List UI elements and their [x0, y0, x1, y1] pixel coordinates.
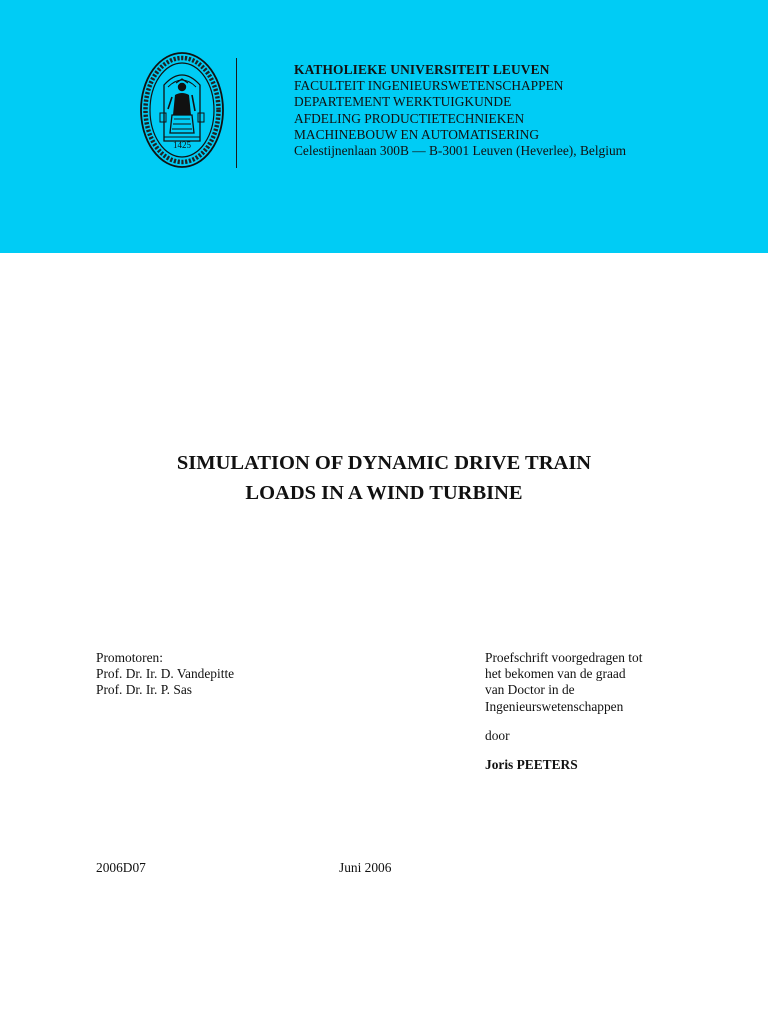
promotors-block — [96, 650, 234, 699]
department-name: DEPARTEMENT WERKTUIGKUNDE — [294, 94, 512, 110]
thesis-statement-line: Proefschrift voorgedragen tot — [485, 650, 643, 665]
university-seal-icon — [136, 49, 228, 171]
postal-address: Celestijnenlaan 300B — B-3001 Leuven (Heverlee), Belgium — [294, 143, 627, 159]
promotor-name: Prof. Dr. Ir. P. Sas — [96, 682, 192, 698]
thesis-statement-line: het bekomen van de graad — [485, 666, 626, 682]
publication-date: Juni 2006 — [339, 860, 392, 875]
university-name: KATHOLIEKE UNIVERSITEIT LEUVEN — [294, 62, 550, 77]
seal-divider — [236, 58, 237, 168]
title-line-1: SIMULATION OF DYNAMIC DRIVE TRAIN — [176, 452, 592, 474]
by-label: door — [485, 727, 510, 743]
report-number: 2006D07 — [96, 860, 146, 875]
promotors-heading: Promotoren: — [96, 650, 163, 665]
section-name: MACHINEBOUW EN AUTOMATISERING — [294, 126, 539, 142]
header-band — [0, 0, 768, 253]
faculty-name: FACULTEIT INGENIEURSWETENSCHAPPEN — [294, 78, 564, 94]
seal-year: 1425 — [173, 140, 191, 150]
thesis-statement-line: van Doctor in de — [485, 682, 575, 698]
thesis-statement-block — [485, 650, 642, 773]
promotor-name: Prof. Dr. Ir. D. Vandepitte — [96, 666, 235, 682]
title-line-2: LOADS IN A WIND TURBINE — [245, 482, 523, 504]
author-name: Joris PEETERS — [485, 757, 578, 773]
thesis-title — [0, 448, 768, 508]
thesis-statement-line: Ingenieurswetenschappen — [485, 698, 624, 714]
division-name: AFDELING PRODUCTIETECHNIEKEN — [294, 110, 525, 126]
institution-address-block — [294, 62, 626, 159]
